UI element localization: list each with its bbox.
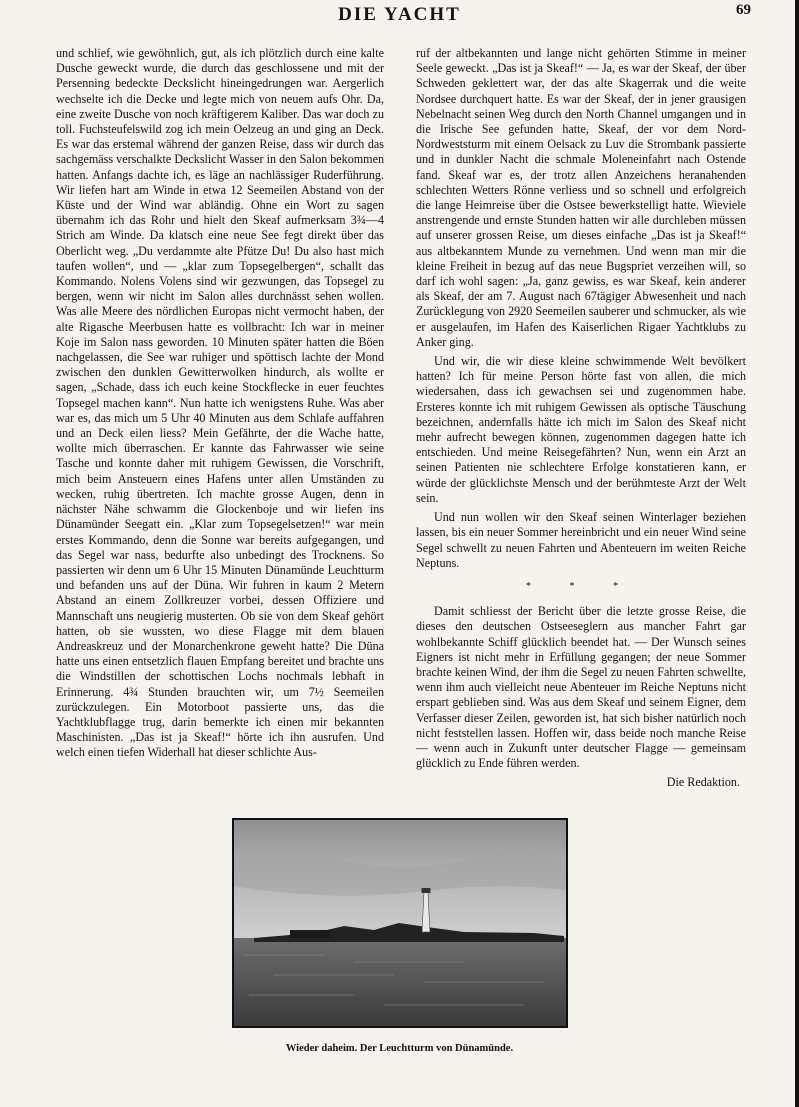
page-header bbox=[0, 0, 799, 40]
lighthouse-photo-illustration bbox=[234, 820, 566, 1026]
photo-caption: Wieder daheim. Der Leuchtturm von Dünamünde. bbox=[285, 1043, 514, 1054]
right-paragraph-2: Und wir, die wir diese kleine schwimmende Welt bevölkert hatten? Ich für meine Person hörte fast von allen, die mich wiedersahen, dass ich gewachsen sei und zugenommen habe. Ersteres konnte ich mit ruhigem Gewissen als optische Täuschung bezeichnen, andernfalls hätte ich mich im Salon des Skeaf nicht mehr aufrecht bewegen können, zugenommen dagegen hatte ich entschieden. Und meine Reisegefährten? Nun, wenn ein Arzt an seinen Patienten nie schlechtere Erfolge konstatieren kann, er würde der glücklichste Mensch und der berühmteste Arzt der Welt sein. bbox=[416, 354, 746, 505]
buildings bbox=[290, 930, 330, 938]
lighthouse-lantern bbox=[422, 888, 431, 893]
lighthouse-photo bbox=[232, 818, 568, 1028]
left-column bbox=[56, 46, 384, 761]
running-title: DIE YACHT bbox=[338, 4, 461, 25]
left-column-paragraph: und schlief, wie gewöhnlich, gut, als ich plötzlich durch eine kalte Dusche geweckt wurde, die durch das geschlossene und mit der Persenning bedeckte Deckslicht hineingedrungen war. Aergerlich wechselte ich die Decke und legte mich von neuem aufs Ohr. Da, eine zweite Dusche von noch kräftigerem Kaliber. Das war doch zu toll. Fuchsteufelswild zog ich mein Oelzeug an und ging an Deck. Es war das erstemal während der ganzen Reise, dass wir durch das sachgemäss verschalkte Deckslicht Wasser in den Salon bekommen hatten. Anfangs dachte ich, es läge an nachlässiger Ruderführung. Wir liefen hart am Winde in etwa 12 Seemeilen Abstand von der Küste und der Wind war abländig. Ohne ein Wort zu sagen übernahm ich das Rohr und hielt den Skeaf aufmerksam 3¾—4 Strich am Winde. Da klatsch eine neue See fegt direkt über das Oberlicht weg. „Du verdammte alte Pfütze Du! Du also hast mich taufen wollen“, und — „klar zum Topsegelbergen“, schallt das Kommando. Nolens Volens sind wir gezwungen, das Topsegel zu bergen, wenn wir nicht im Salon alles durchnässt sehen wollen. Was alle Meere des nördlichen Europas nicht vermocht haben, der alte Rigasche Meerbusen hatte es vollbracht: Ich war in meiner Koje im Salon nass geworden. 10 Minuten später hatten die Böen nachgelassen, die See war ruhiger und spöttisch lachte der Mond zwischen den dunklen Gewitterwolken hindurch, als wollte er sagen, „Schade, dass ich euch keine Stockflecke in euer feuchtes Topsegel machen kann“. Nun hatte ich wenigstens Ruhe. Was aber war es, das mich um 5 Uhr 40 Minuten aus dem Schlafe auffahren und an Deck eilen liess? Mein Gefährte, der die Wache hatte, wollte mich überraschen. Er kannte das Fahrwasser wie seine Tasche und konnte daher mit ruhigem Gewissen, die Vorschrift, mich beim Ansteuern eines Hafens unter allen Umständen zu wecken, ruhig übertreten. Ich machte grosse Augen, denn in nächster Nähe schwamm die Glockenboje und wir liefen ins Dünamünder Seegatt ein. „Klar zum Topsegelsetzen!“ war mein erstes Kommando, denn die Sonne war bereits aufgegangen, und das Segel war nass, bedurfte also unbedingt des Trocknens. So passierten wir denn um 6 Uhr 15 Minuten Dünamünde Leuchtturm und befanden uns auf der Düna. Wir fuhren in kaum 2 Metern Abstand an einem Zollkreuzer vorbei, dessen Offiziere und Mannschaft uns neugierig musterten. Ob sie von dem Skeaf gehört hatten, ob sie wussten, wo diese Flagge mit dem blauen Andreaskreuz und der Monarchenkrone geweht hatte? Die Düna hatte uns einen entsetzlich flauen Empfang bereitet und brachte uns die Windstillen der schottischen Lochs nochmals lebhaft in Erinnerung. 4¾ Stunden brauchten wir, um 7½ Seemeilen zurückzulegen. Ein Motorboot passierte uns, das die Yachtklubflagge trug, darin bemerkte ich einen mir bekannten Maschinisten. „Das ist ja Skeaf!“ hörte ich ihn ausrufen. Und welch einen tiefen Widerhall hat dieser schlichte Aus- bbox=[56, 46, 384, 760]
right-paragraph-1: ruf der altbekannten und lange nicht gehörten Stimme in meiner Seele geweckt. „Das ist ja Skeaf!“ — Ja, es war der Skeaf, der über Schweden geklettert war, der das alte Skagerrak und die weite Nordsee durchquert hatte. Es war der Skeaf, der in jener grausigen Nebelnacht seinen Weg durch den North Channel umgangen und in die Irische See gefunden hatte, Skeaf, der vor dem Nord-Nordweststurm mit einem Oelsack zu Luv die Strombank passierte und in dunkler Nacht die schmale Moleneinfahrt nach Ostende fand. Skeaf war es, der trotz allen Anzeichens heranahenden schlechten Wetters Rönne verliess und so schnell und erfolgreich die lange Heimreise über die Ostsee bewerkstelligt hatte. Wieviele anstrengende und ernste Stunden hatten wir alle durchleben müssen auf unserer grossen Reise, um dieses einfache „Das ist ja Skeaf!“ aus altbekanntem Munde zu vernehmen. Und wenn man mir die kleine Freiheit in bezug auf das neue Bugspriet verzeihen will, so darf ich wohl sagen: „Ja, ganz gewiss, es war Skeaf, kein anderer als Skeaf, der am 7. August nach 67tägiger Abwesenheit und nach Zurücklegung von 2920 Seemeilen sauberer und schmucker, als wie er ausgelaufen, im Hafen des Kaiserlichen Rigaer Yachtklubs zu Anker ging. bbox=[416, 46, 746, 349]
right-paragraph-4: Damit schliesst der Bericht über die letzte grosse Reise, die dieses den deutschen Ostseeseglern aus mancher Fahrt gar wohlbekannte Schiff glücklich beendet hat. — Der Wunsch seines Eigners ist nicht mehr in Erfüllung gegangen; der neue Sommer brachte keinen Wind, der ihm die Segel zu neuen Fahrten schwellte, wenn ihm auch vielleicht neue Abenteuer im Reiche Neptuns nicht erspart geblieben sind. Was aus dem Skeaf und seinem Eigner, dem Verfasser dieser Zeilen, geworden ist, hat sich bisher natürlich noch nicht feststellen lassen. Hoffen wir, dass beide noch manche Reise — wenn auch in Zukunft unter deutscher Flagge — gemeinsam glücklich zu Ende führen werden. bbox=[416, 604, 746, 771]
page-number: 69 bbox=[736, 2, 751, 18]
editorial-signature: Die Redaktion. bbox=[666, 775, 740, 790]
section-ornament: * * * bbox=[526, 580, 636, 592]
right-column bbox=[416, 46, 746, 791]
right-paragraph-3: Und nun wollen wir den Skeaf seinen Winterlager beziehen lassen, bis ein neuer Sommer hereinbricht und ein neuer Wind seine Segel schwellt zu neuen Fahrten und Abenteuern im weiten Reiche Neptuns. bbox=[416, 510, 746, 570]
